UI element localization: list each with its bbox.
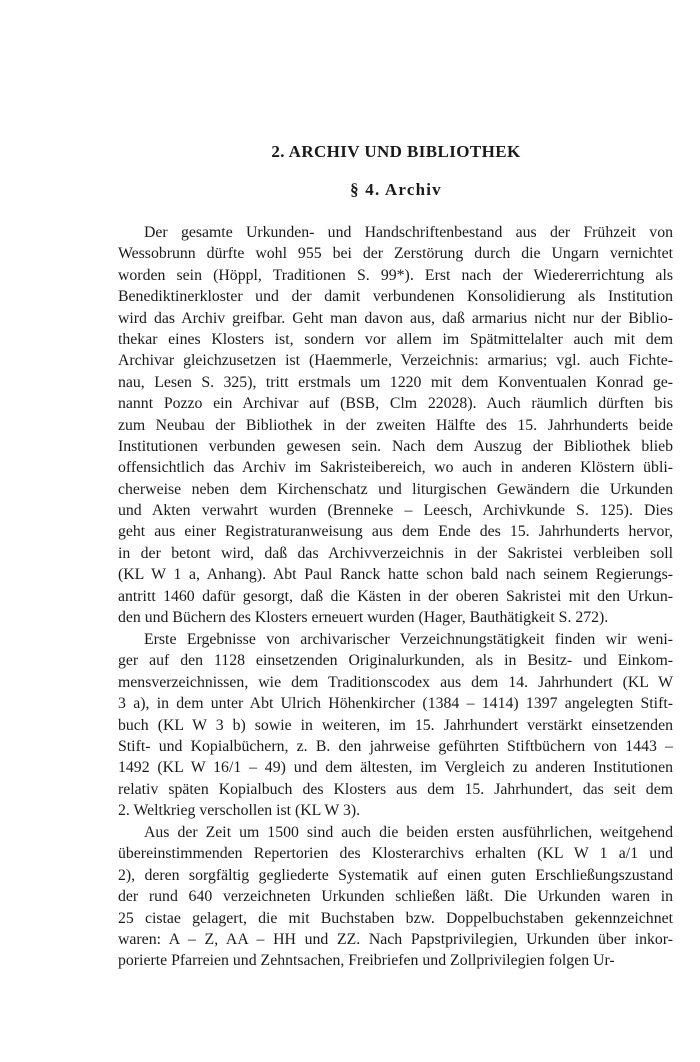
text-line: Benediktinerkloster und der damit verbundenen Konsolidierung als Institution bbox=[118, 288, 673, 306]
text-line: 1492 (KL W 16/1 – 49) und dem ältesten, im Vergleich zu anderen Institutionen bbox=[118, 759, 673, 777]
paragraph-1 bbox=[118, 222, 673, 628]
text-line: Archivar gleichzusetzen ist (Haemmerle, Verzeichnis: armarius; vgl. auch Fichte- bbox=[118, 352, 673, 370]
text-line: Erste Ergebnisse von archivarischer Verzeichnungstätigkeit finden wir weni- bbox=[144, 631, 673, 648]
text-line: waren: A – Z, AA – HH und ZZ. Nach Papstprivilegien, Urkunden über inkor- bbox=[118, 930, 673, 948]
text-line: nannt Pozzo ein Archivar auf (BSB, Clm 22028). Auch räumlich dürften bis bbox=[118, 395, 673, 413]
text-line: offensichtlich das Archiv im Sakristeibereich, wo auch in anderen Klöstern übli- bbox=[118, 459, 673, 477]
text-line: 3 a), in dem unter Abt Ulrich Höhenkircher (1384 – 1414) 1397 angelegten Stift- bbox=[118, 695, 673, 713]
text-line: Der gesamte Urkunden- und Handschriftenbestand aus der Frühzeit von bbox=[144, 224, 673, 241]
text-line: wird das Archiv greifbar. Geht man davon aus, daß armarius nicht nur der Biblio- bbox=[118, 309, 673, 327]
text-line: (KL W 1 a, Anhang). Abt Paul Ranck hatte schon bald nach seinem Regierungs- bbox=[118, 566, 673, 584]
text-line: 2), deren sorgfältig gegliederte Systematik auf einen guten Erschließungszustand bbox=[118, 866, 673, 884]
text-line: ger auf den 1128 einsetzenden Originalurkunden, als in Besitz- und Einkom- bbox=[118, 652, 673, 670]
text-line: Institutionen verbunden gewesen sein. Nach dem Auszug der Bibliothek blieb bbox=[118, 437, 673, 455]
text-line: zum Neubau der Bibliothek in der zweiten Hälfte des 15. Jahrhunderts beide bbox=[118, 416, 673, 434]
paragraph-2 bbox=[118, 629, 673, 822]
text-line: Aus der Zeit um 1500 sind auch die beiden ersten ausführlichen, weitgehend bbox=[144, 824, 673, 841]
text-line: und Akten verwahrt wurden (Brenneke – Leesch, Archivkunde S. 125). Dies bbox=[118, 502, 673, 520]
text-line: cherweise neben dem Kirchenschatz und liturgischen Gewändern die Urkunden bbox=[118, 480, 673, 498]
text-line: den und Büchern des Klosters erneuert wurden (Hager, Bauthätigkeit S. 272). bbox=[118, 609, 609, 627]
text-line: Wessobrunn dürfte wohl 955 bei der Zerstörung durch die Ungarn vernichtet bbox=[118, 245, 673, 263]
text-line: übereinstimmenden Repertorien des Klosterarchivs erhalten (KL W 1 a/1 und bbox=[118, 845, 673, 863]
text-line: 2. Weltkrieg verschollen ist (KL W 3). bbox=[118, 802, 361, 820]
text-line: buch (KL W 3 b) sowie in weiteren, im 15. Jahrhundert verstärkt einsetzenden bbox=[118, 716, 673, 734]
text-line: porierte Pfarreien und Zehntsachen, Freibriefen und Zollprivilegien folgen Ur- bbox=[118, 952, 615, 970]
text-line: in der betont wird, daß das Archivverzeichnis in der Sakristei verbleiben soll bbox=[118, 544, 673, 562]
chapter-title: 2. ARCHIV UND BIBLIOTHEK bbox=[271, 142, 521, 161]
text-line: geht aus einer Registraturanweisung aus dem Ende des 15. Jahrhunderts hervor, bbox=[118, 523, 673, 541]
section-title: § 4. Archiv bbox=[350, 180, 442, 199]
text-line: der rund 640 verzeichneten Urkunden schließen läßt. Die Urkunden waren in bbox=[118, 888, 673, 906]
text-line: mensverzeichnissen, wie dem Traditionscodex aus dem 14. Jahrhundert (KL W bbox=[118, 673, 673, 691]
text-line: 25 cistae gelagert, die mit Buchstaben bzw. Doppelbuchstaben gekennzeichnet bbox=[118, 909, 673, 927]
text-line: antritt 1460 dafür gesorgt, daß die Kästen in der oberen Sakristei mit den Urkun- bbox=[118, 587, 673, 605]
paragraph-3 bbox=[118, 822, 673, 972]
text-line: nau, Lesen S. 325), tritt erstmals um 1220 mit dem Konventualen Konrad ge- bbox=[118, 373, 673, 391]
text-line: Stift- und Kopialbüchern, z. B. den jahrweise geführten Stiftbüchern von 1443 – bbox=[118, 737, 673, 755]
text-line: worden sein (Höppl, Traditionen S. 99*). Erst nach der Wiedererrichtung als bbox=[118, 266, 673, 284]
text-line: thekar eines Klosters ist, sondern vor allem im Spätmittelalter auch mit dem bbox=[118, 330, 673, 348]
text-line: relativ späten Kopialbuch des Klosters aus dem 15. Jahrhundert, das seit dem bbox=[118, 780, 673, 798]
